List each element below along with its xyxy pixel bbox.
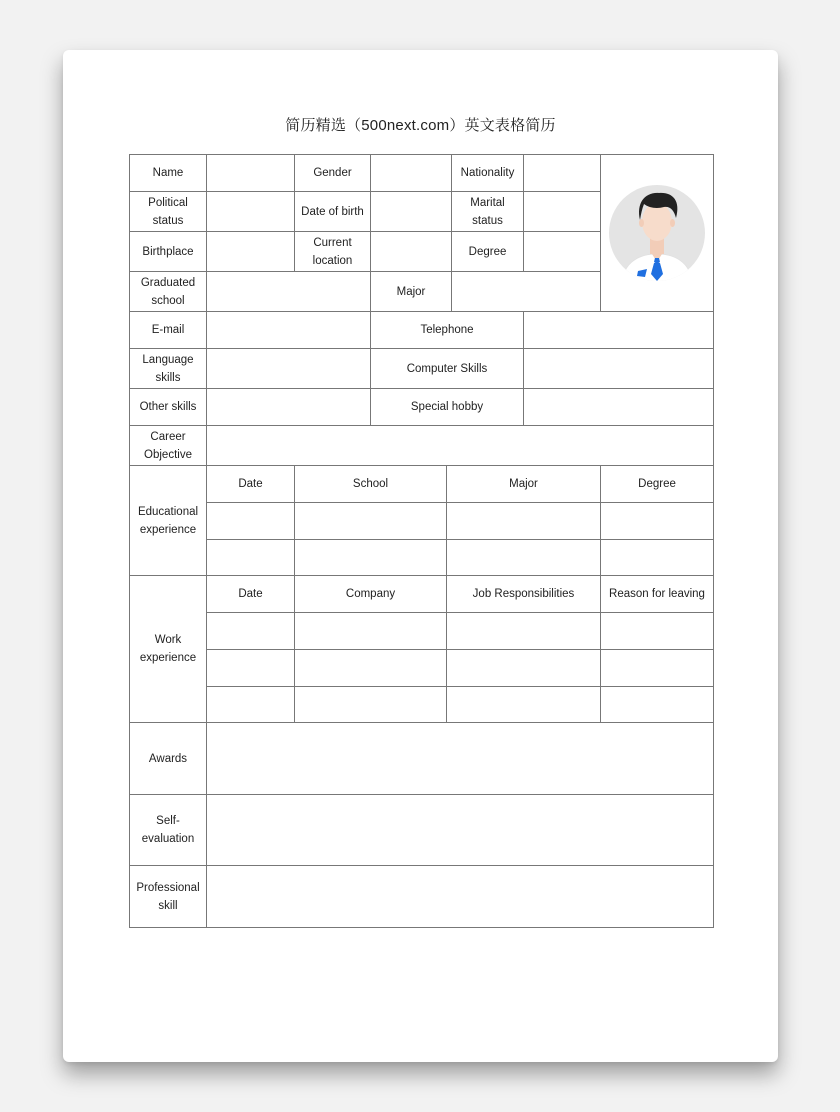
education-degree-cell[interactable] bbox=[601, 503, 714, 540]
graduated-school-field[interactable] bbox=[207, 272, 371, 312]
work-company-cell[interactable] bbox=[295, 687, 447, 723]
marital-status-field[interactable] bbox=[524, 192, 601, 232]
education-date-cell[interactable] bbox=[207, 540, 295, 576]
table-row bbox=[130, 723, 714, 795]
work-section-label: Work experience bbox=[130, 576, 207, 723]
gender-field[interactable] bbox=[371, 155, 452, 192]
table-row bbox=[130, 650, 714, 687]
table-row bbox=[130, 503, 714, 540]
table-row bbox=[130, 687, 714, 723]
political-status-field[interactable] bbox=[207, 192, 295, 232]
birthplace-label: Birthplace bbox=[130, 232, 207, 272]
graduated-school-label: Graduated school bbox=[130, 272, 207, 312]
work-company-cell[interactable] bbox=[295, 613, 447, 650]
work-reason-cell[interactable] bbox=[601, 650, 714, 687]
name-label: Name bbox=[130, 155, 207, 192]
current-location-label: Current location bbox=[295, 232, 371, 272]
major-field[interactable] bbox=[452, 272, 601, 312]
language-skills-label: Language skills bbox=[130, 349, 207, 389]
table-row bbox=[130, 795, 714, 866]
work-company-header: Company bbox=[295, 576, 447, 613]
marital-status-label: Marital status bbox=[452, 192, 524, 232]
education-degree-header: Degree bbox=[601, 466, 714, 503]
avatar bbox=[607, 178, 707, 288]
work-responsibilities-cell[interactable] bbox=[447, 687, 601, 723]
other-skills-field[interactable] bbox=[207, 389, 371, 426]
work-date-cell[interactable] bbox=[207, 687, 295, 723]
education-school-cell[interactable] bbox=[295, 503, 447, 540]
degree-field[interactable] bbox=[524, 232, 601, 272]
work-date-cell[interactable] bbox=[207, 650, 295, 687]
date-of-birth-field[interactable] bbox=[371, 192, 452, 232]
telephone-label: Telephone bbox=[371, 312, 524, 349]
computer-skills-field[interactable] bbox=[524, 349, 714, 389]
education-school-header: School bbox=[295, 466, 447, 503]
self-evaluation-label: Self-evaluation bbox=[130, 795, 207, 866]
table-row bbox=[130, 540, 714, 576]
awards-label: Awards bbox=[130, 723, 207, 795]
name-field[interactable] bbox=[207, 155, 295, 192]
education-school-cell[interactable] bbox=[295, 540, 447, 576]
telephone-field[interactable] bbox=[524, 312, 714, 349]
awards-field[interactable] bbox=[207, 723, 714, 795]
special-hobby-label: Special hobby bbox=[371, 389, 524, 426]
education-degree-cell[interactable] bbox=[601, 540, 714, 576]
table-row bbox=[130, 576, 714, 613]
email-field[interactable] bbox=[207, 312, 371, 349]
political-status-label: Political status bbox=[130, 192, 207, 232]
birthplace-field[interactable] bbox=[207, 232, 295, 272]
degree-label: Degree bbox=[452, 232, 524, 272]
work-reason-header: Reason for leaving bbox=[601, 576, 714, 613]
education-date-header: Date bbox=[207, 466, 295, 503]
table-row bbox=[130, 426, 714, 466]
resume-table bbox=[129, 154, 714, 928]
date-of-birth-label: Date of birth bbox=[295, 192, 371, 232]
special-hobby-field[interactable] bbox=[524, 389, 714, 426]
nationality-label: Nationality bbox=[452, 155, 524, 192]
computer-skills-label: Computer Skills bbox=[371, 349, 524, 389]
table-row bbox=[130, 389, 714, 426]
table-row bbox=[130, 312, 714, 349]
work-responsibilities-cell[interactable] bbox=[447, 650, 601, 687]
professional-skill-field[interactable] bbox=[207, 866, 714, 928]
resume-sheet bbox=[63, 50, 778, 1062]
career-objective-field[interactable] bbox=[207, 426, 714, 466]
table-row bbox=[130, 866, 714, 928]
education-major-header: Major bbox=[447, 466, 601, 503]
education-date-cell[interactable] bbox=[207, 503, 295, 540]
education-major-cell[interactable] bbox=[447, 503, 601, 540]
table-row bbox=[130, 466, 714, 503]
gender-label: Gender bbox=[295, 155, 371, 192]
major-label: Major bbox=[371, 272, 452, 312]
document-title: 简历精选（500next.com）英文表格简历 bbox=[285, 117, 556, 134]
table-row bbox=[130, 155, 714, 192]
table-row bbox=[130, 349, 714, 389]
work-reason-cell[interactable] bbox=[601, 687, 714, 723]
photo-cell[interactable] bbox=[601, 155, 714, 312]
face bbox=[642, 203, 672, 241]
professional-skill-label: Professional skill bbox=[130, 866, 207, 928]
current-location-field[interactable] bbox=[371, 232, 452, 272]
work-responsibilities-cell[interactable] bbox=[447, 613, 601, 650]
career-objective-label: Career Objective bbox=[130, 426, 207, 466]
nationality-field[interactable] bbox=[524, 155, 601, 192]
work-date-cell[interactable] bbox=[207, 613, 295, 650]
education-section-label: Educational experience bbox=[130, 466, 207, 576]
education-major-cell[interactable] bbox=[447, 540, 601, 576]
self-evaluation-field[interactable] bbox=[207, 795, 714, 866]
work-responsibilities-header: Job Responsibilities bbox=[447, 576, 601, 613]
work-company-cell[interactable] bbox=[295, 650, 447, 687]
other-skills-label: Other skills bbox=[130, 389, 207, 426]
language-skills-field[interactable] bbox=[207, 349, 371, 389]
work-date-header: Date bbox=[207, 576, 295, 613]
email-label: E-mail bbox=[130, 312, 207, 349]
table-row bbox=[130, 613, 714, 650]
work-reason-cell[interactable] bbox=[601, 613, 714, 650]
